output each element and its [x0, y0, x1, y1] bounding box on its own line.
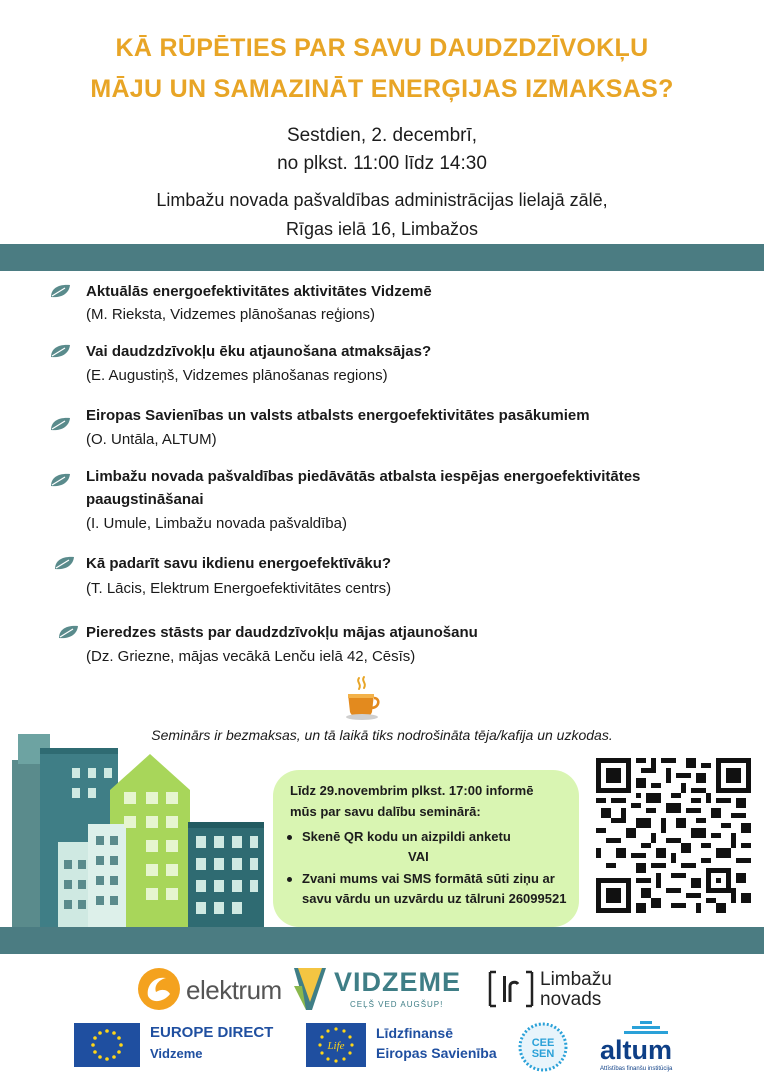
bottom-band — [0, 927, 764, 954]
registration-bullet-call-continued: savu vārdu un uzvārdu uz tālruni 26099521 — [302, 891, 567, 906]
elektrum-wordmark: elektrum — [186, 975, 282, 1005]
coffee-cup-icon — [341, 675, 383, 721]
venue-line-1: Limbažu novada pašvaldības administrācijas lielajā zālē, — [156, 190, 608, 210]
registration-intro-line-2: mūs par savu dalību seminārā: — [290, 804, 481, 819]
europe-direct-subtitle: Vidzeme — [150, 1046, 203, 1061]
registration-bullet-qr: Skenē QR kodu un aizpildi anketu — [302, 829, 511, 844]
altum-wordmark: altum — [600, 1035, 673, 1065]
date-line: Sestdien, 2. decembrī, — [286, 125, 478, 146]
agenda-title: Pieredzes stāsts par daudzdzīvokļu mājas atjaunošanu — [86, 624, 478, 641]
limbazu-emblem-icon — [486, 970, 536, 1008]
agenda-speaker: (I. Umule, Limbažu novada pašvaldība) — [86, 515, 347, 532]
agenda-title: Kā padarīt savu ikdienu energoefektīvāku? — [86, 555, 392, 572]
registration-or: VAI — [408, 849, 429, 864]
agenda-speaker: (M. Rieksta, Vidzemes plānošanas reģions) — [86, 306, 376, 323]
leaf-icon — [52, 555, 76, 571]
top-band — [0, 244, 764, 271]
agenda-title-continued: paaugstināšanai — [86, 491, 204, 508]
eu-flag-icon — [74, 1023, 140, 1067]
ceesen-badge-icon — [518, 1022, 568, 1072]
time-line: no plkst. 11:00 līdz 14:30 — [277, 153, 487, 174]
cofinance-line-1: Līdzfinansē — [376, 1025, 454, 1041]
altum-tagline: Attīstības finanšu institūcija — [600, 1066, 673, 1072]
leaf-icon — [48, 416, 72, 432]
vidzeme-wordmark: VIDZEME — [334, 967, 462, 997]
leaf-icon — [48, 343, 72, 359]
leaf-icon — [56, 624, 80, 640]
limbazu-wordmark — [540, 970, 612, 1010]
elektrum-swirl-icon — [136, 966, 182, 1012]
free-seminar-note: Seminārs ir bezmaksas, un tā laikā tiks nodrošināta tēja/kafija un uzkodas. — [151, 727, 613, 743]
eu-life-flag-icon — [306, 1023, 366, 1067]
leaf-icon — [48, 472, 72, 488]
bullet-dot — [287, 877, 292, 882]
qr-code[interactable] — [596, 758, 751, 913]
limbazu-line-2: novads — [540, 989, 602, 1010]
title-line-2: MĀJU UN SAMAZINĀT ENERĢIJAS IZMAKSAS? — [90, 75, 674, 103]
altum-emblem-icon — [624, 1021, 668, 1035]
registration-bullet-call: Zvani mums vai SMS formātā sūti ziņu ar — [302, 871, 555, 886]
vidzeme-tagline: CEĻŠ VED AUGŠUP! — [350, 1000, 444, 1009]
agenda-speaker: (Dz. Griezne, mājas vecākā Lenču ielā 42, Cēsīs) — [86, 648, 416, 665]
registration-box — [273, 770, 579, 927]
venue-line-2: Rīgas ielā 16, Limbažos — [285, 219, 479, 239]
life-label: Life — [327, 1040, 345, 1052]
agenda-title: Vai daudzdzīvokļu ēku atjaunošana atmaksājas? — [86, 343, 432, 360]
ceesen-label-line-2: SEN — [531, 1048, 555, 1060]
agenda-title: Aktuālās energoefektivitātes aktivitātes Vidzemē — [86, 283, 432, 300]
vidzeme-road-icon — [292, 966, 328, 1012]
agenda-title: Eiropas Savienības un valsts atbalsts energoefektivitātes pasākumiem — [86, 407, 590, 424]
registration-intro — [290, 780, 556, 822]
cofinance-line-2: Eiropas Savienība — [376, 1045, 497, 1061]
europe-direct-title: EUROPE DIRECT — [150, 1024, 274, 1041]
agenda-speaker: (T. Lācis, Elektrum Energoefektivitātes centrs) — [86, 580, 392, 597]
buildings-illustration — [0, 732, 270, 930]
title-line-1: KĀ RŪPĒTIES PAR SAVU DAUDZDZĪVOKĻU — [115, 34, 649, 62]
agenda-title: Limbažu novada pašvaldības piedāvātās atbalsta iespējas energoefektivitātes — [86, 468, 641, 485]
ceesen-label-line-1: CEE — [531, 1037, 555, 1049]
leaf-icon — [48, 283, 72, 299]
agenda-speaker: (O. Untāla, ALTUM) — [86, 431, 217, 448]
agenda-speaker: (E. Augustiņš, Vidzemes plānošanas regions) — [86, 367, 388, 384]
bullet-dot — [287, 835, 292, 840]
limbazu-line-1: Limbažu — [540, 969, 612, 990]
registration-intro-line-1: Līdz 29.novembrim plkst. 17:00 informē — [290, 783, 534, 798]
